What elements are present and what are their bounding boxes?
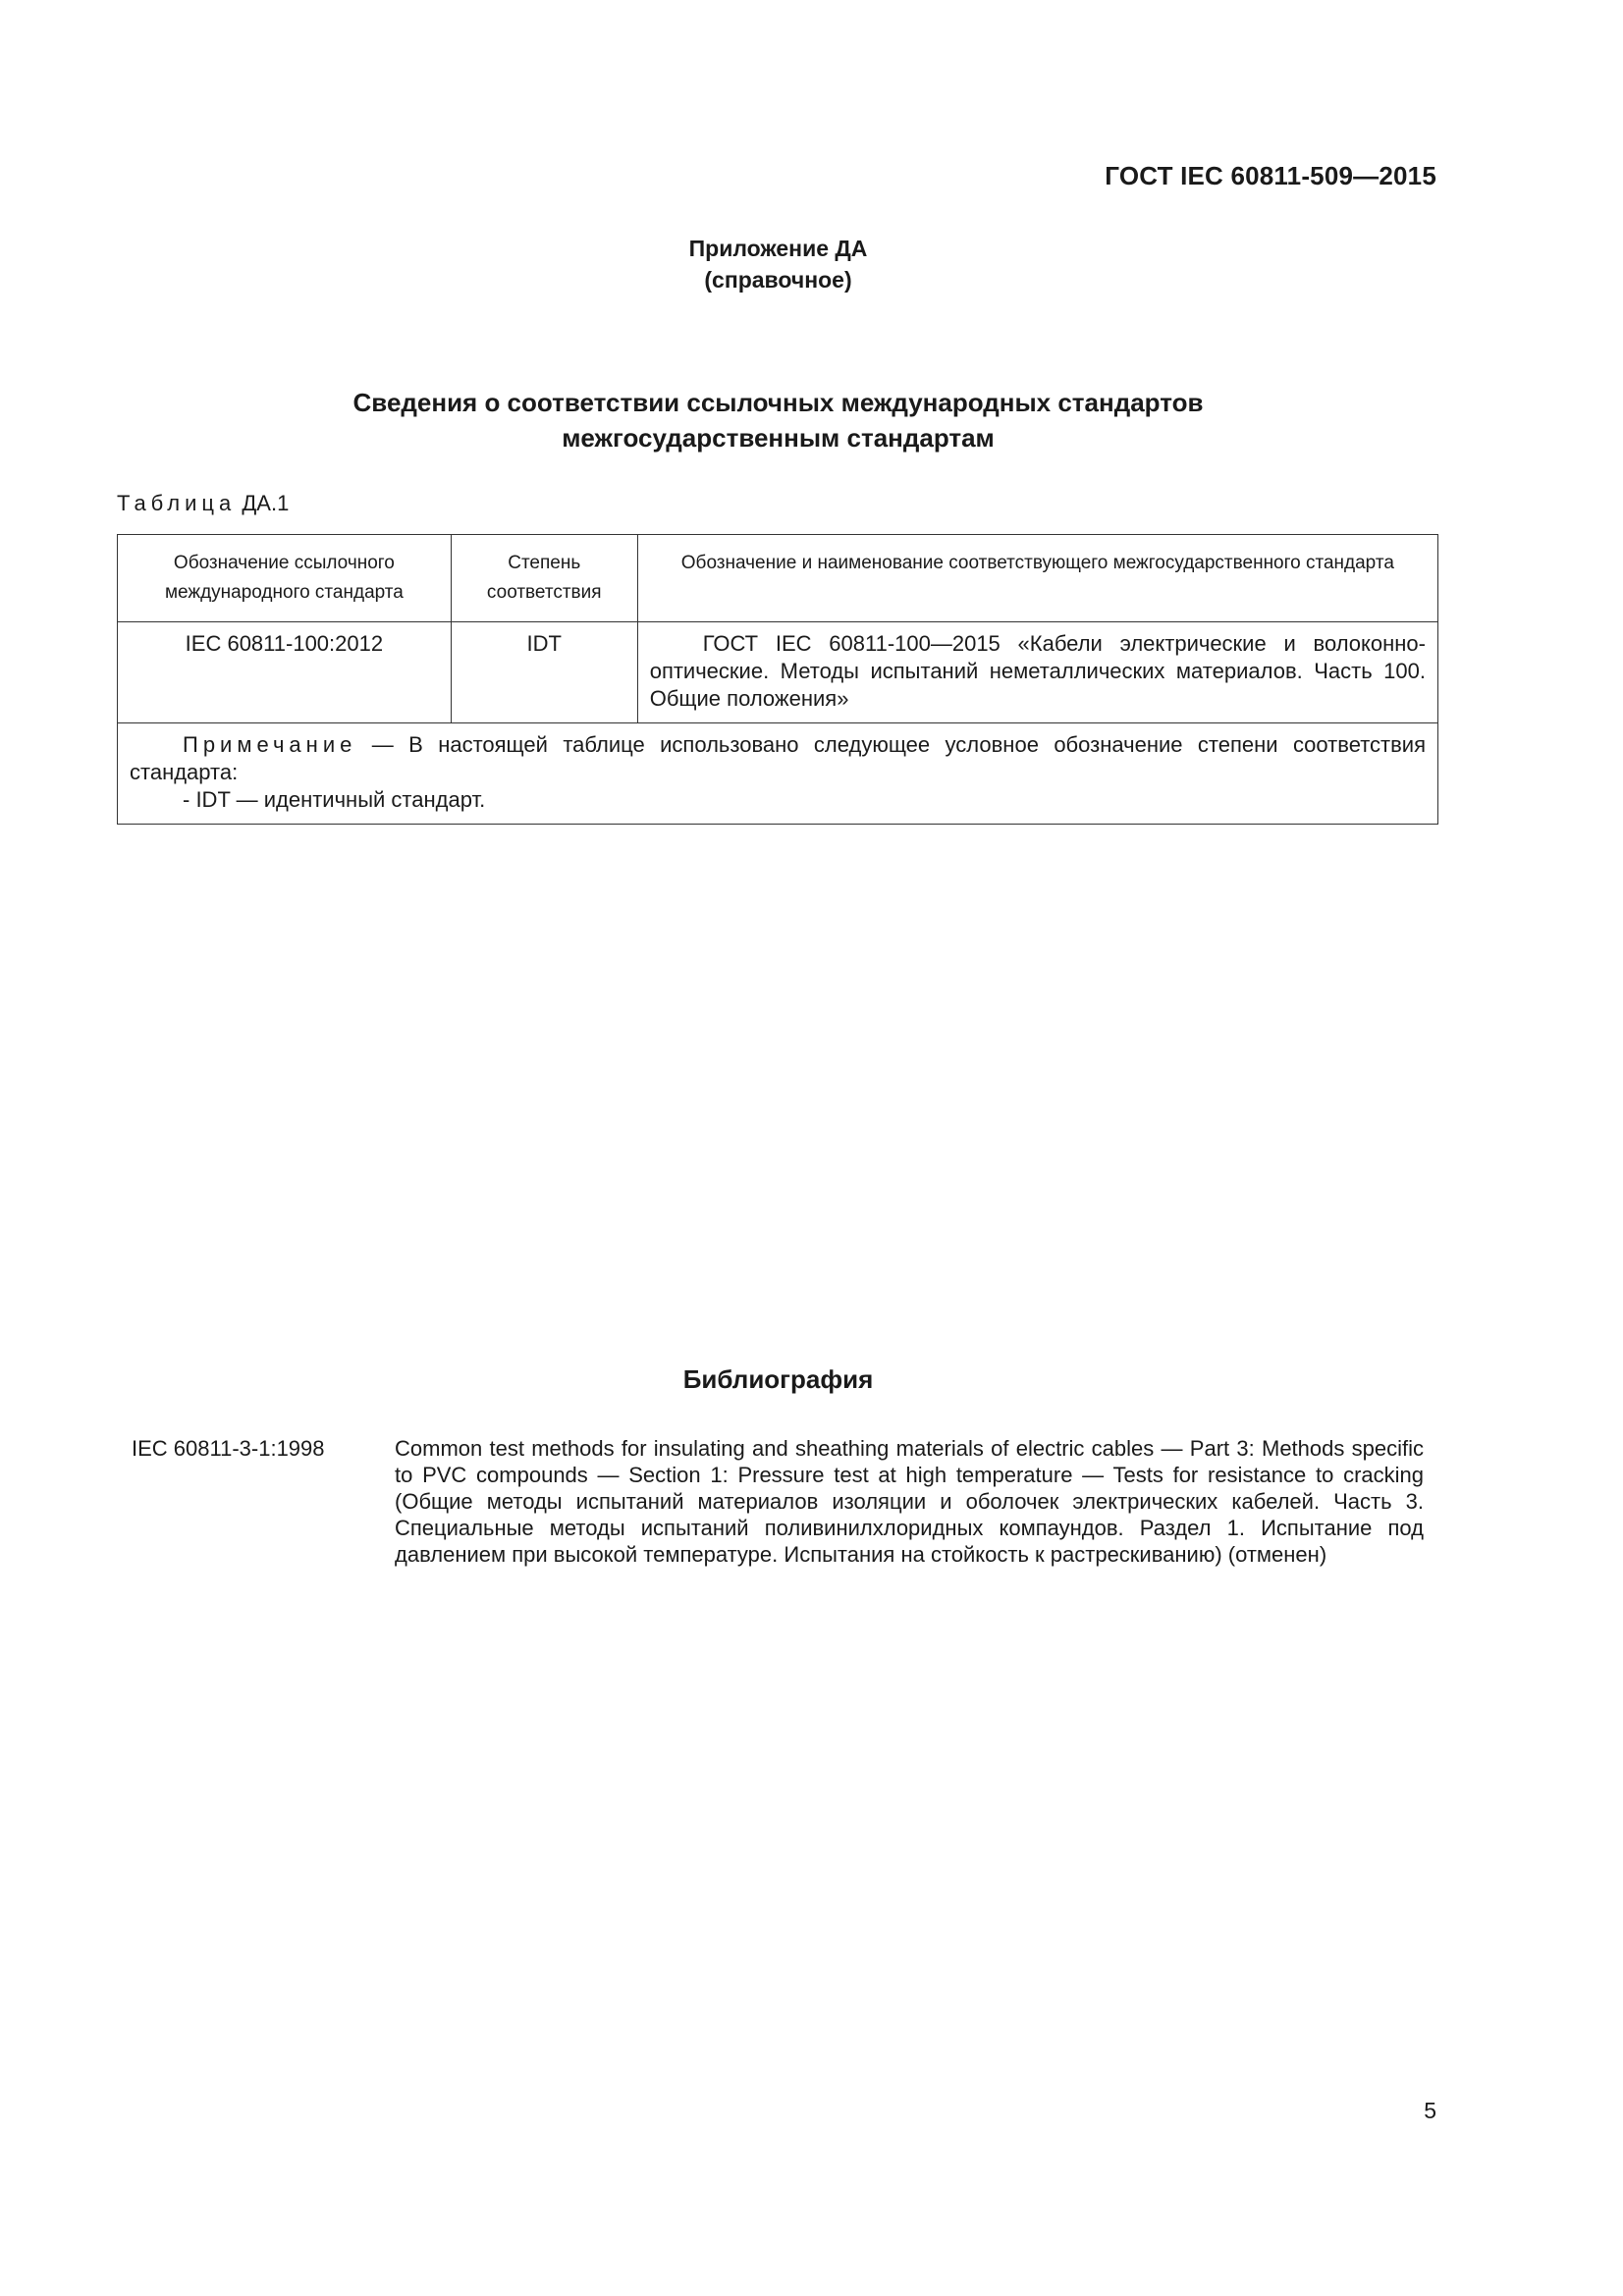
section-title (0, 385, 1556, 455)
header-reference-standard: Обозначение ссылочного международного стандарта (118, 535, 452, 622)
table-note (118, 723, 1438, 825)
note-text: — В настоящей таблице использовано следующее условное обозначение степени соответствия стандарта: (130, 732, 1426, 784)
table-caption-label: Таблица (117, 491, 237, 515)
bibliography-text: Common test methods for insulating and sheathing materials of electric cables — Part 3: Methods specific to PVC compounds — Section 1: Pressure test at high temperature — Tests for resistance to cracking (Общие методы испытаний материалов изоляции и оболочек электрических кабелей. Часть 3. Специальные методы испытаний поливинилхлоридных компаундов. Раздел 1. Испытание под давлением при высокой температуре. Испытания на стойкость к растрескиванию) (отменен) (395, 1436, 1424, 1567)
table-row (118, 622, 1438, 723)
section-title-line-2: межгосударственным стандартам (562, 423, 995, 453)
reference-standards-table (117, 534, 1438, 825)
bibliography-title: Библиография (682, 1364, 874, 1394)
cell-reference-standard: IEC 60811-100:2012 (118, 622, 452, 723)
bibliography-entry (132, 1435, 1424, 1568)
header-degree: Степень соответствия (451, 535, 637, 622)
note-item: - IDT — идентичный стандарт. (183, 787, 486, 812)
bibliography-code: IEC 60811-3-1:1998 (132, 1436, 325, 1461)
header-national-standard: Обозначение и наименование соответствующего межгосударственного стандарта (637, 535, 1437, 622)
document-code: ГОСТ IEC 60811-509—2015 (1105, 161, 1436, 190)
section-title-line-1: Сведения о соответствии ссылочных международных стандартов (352, 388, 1204, 417)
cell-national-standard (637, 622, 1437, 723)
cell-degree: IDT (451, 622, 637, 723)
cell-national-standard-indent (650, 631, 703, 656)
table-caption-number: ДА.1 (236, 491, 290, 515)
cell-national-standard-text: ГОСТ IEC 60811-100—2015 «Кабели электрические и волоконно-оптические. Методы испытаний неметаллических материалов. Часть 100. Общие положения» (649, 631, 1426, 711)
note-label: Примечание (183, 732, 357, 757)
annex-type: (справочное) (704, 267, 852, 293)
table-header-row (118, 535, 1438, 622)
note-paragraph (130, 731, 1426, 786)
note-indent (130, 732, 183, 757)
table-caption (117, 491, 289, 516)
table-note-row (118, 723, 1438, 825)
annex-title: Приложение ДА (688, 236, 868, 261)
page-number: 5 (1424, 2098, 1436, 2123)
